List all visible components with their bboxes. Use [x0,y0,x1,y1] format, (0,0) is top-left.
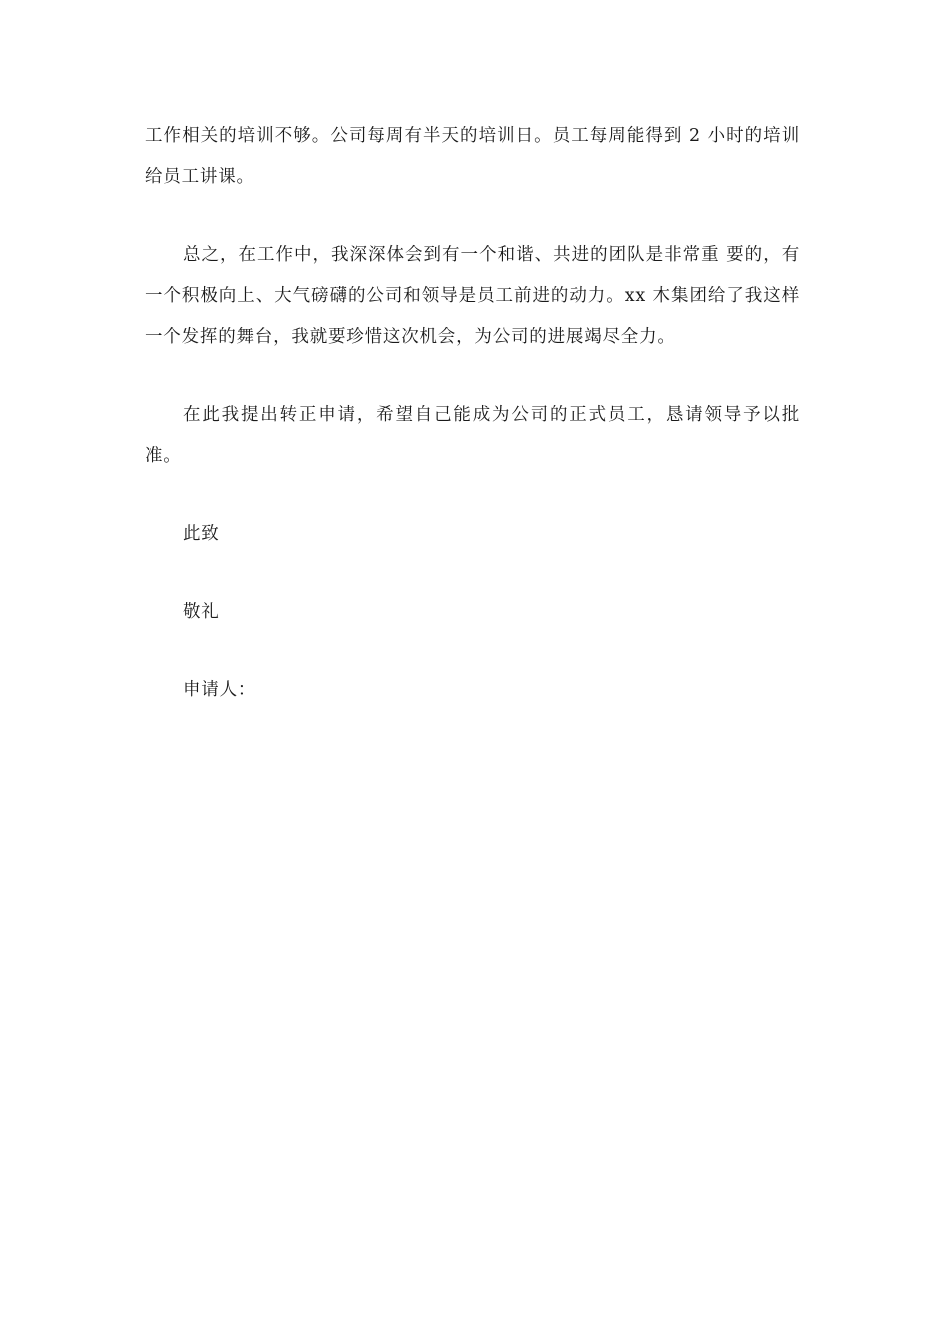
document-body [145,116,800,748]
closing-regards: 敬礼 [183,602,220,622]
paragraph-summary: 总之，在工作中，我深深体会到有一个和谐、共进的团队是非常重 要的，有一个积极向上、大气磅礴的公司和领导是员工前进的动力。xx 木集团给了我这样一个发挥的舞台，我就要珍惜这次机会，为公司的进展竭尽全力。 [145,245,800,347]
closing-salutation: 此致 [183,524,220,544]
paragraph-application: 在此我提出转正申请，希望自己能成为公司的正式员工，恳请领导予以批准。 [145,405,800,466]
paragraph-training: 工作相关的培训不够。公司每周有半天的培训日。员工每周能得到 2 小时的培训给员工讲课。 [145,126,800,187]
signature-label: 申请人： [183,680,257,700]
